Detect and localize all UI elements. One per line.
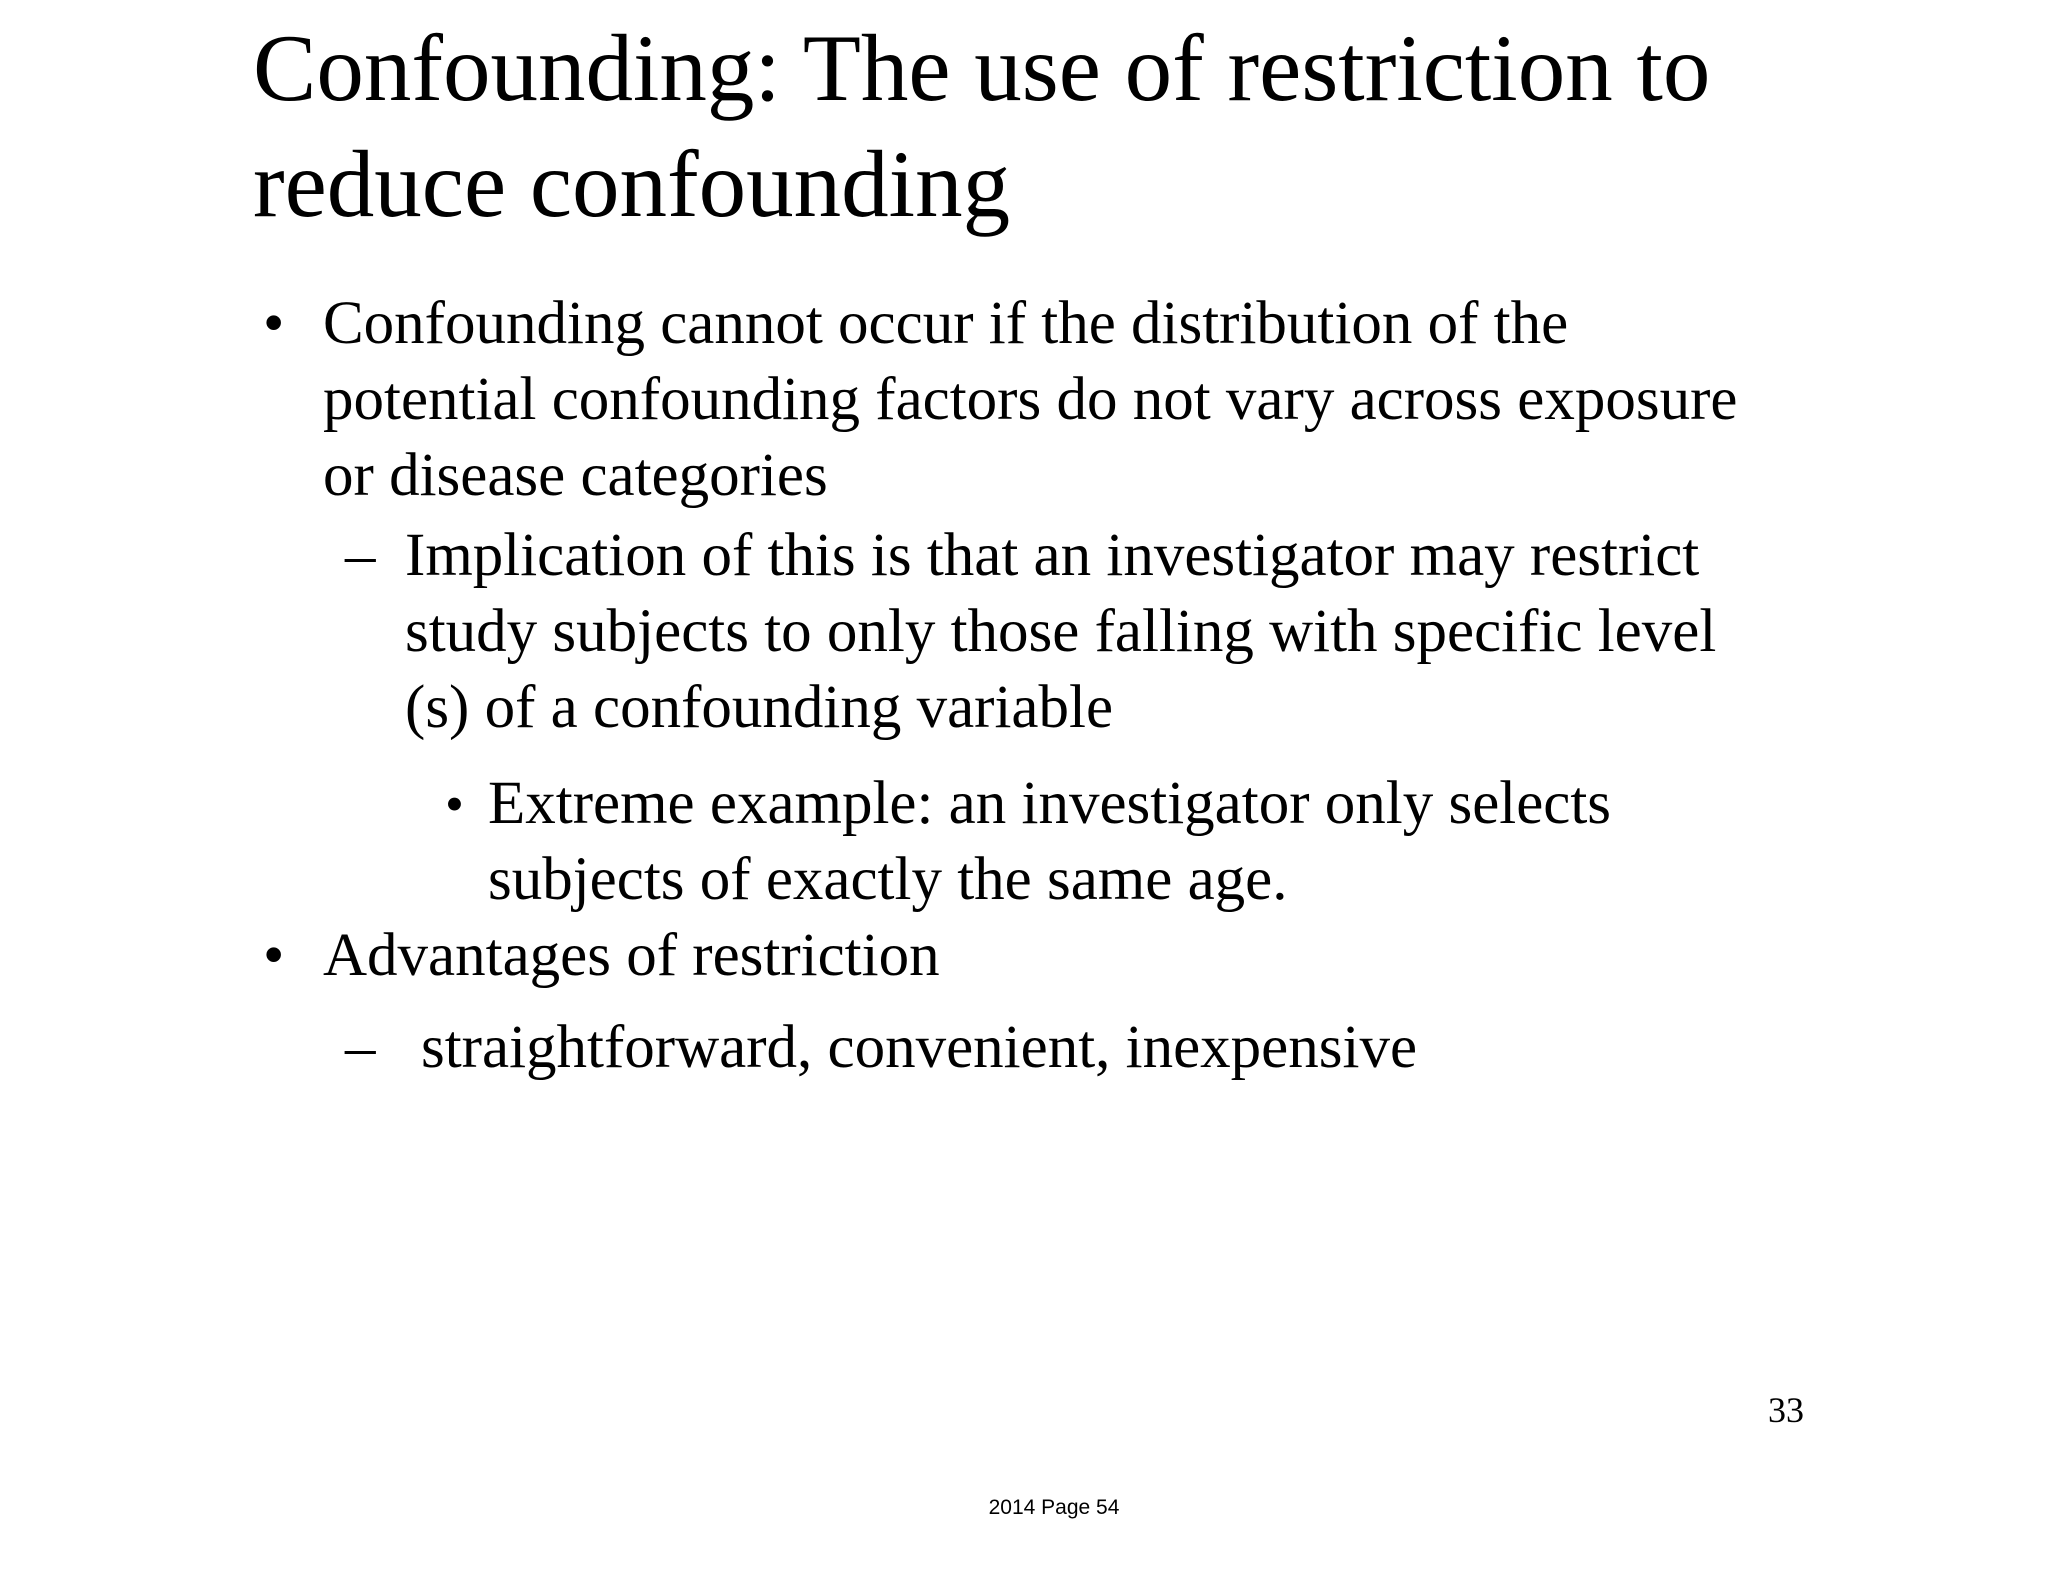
bullet-line: or disease categories [323,442,828,509]
slide-title-line: Confounding: The use of restriction to [253,15,1711,121]
slide-number: 33 [1768,1390,1804,1430]
bullet-marker: • [263,922,285,989]
page-footer: 2014 Page 54 [988,1496,1120,1519]
bullet-item [323,918,940,994]
bullet-marker: • [445,774,464,834]
sub-bullet-item [405,518,1716,746]
bullet-line: Confounding cannot occur if the distribution of the [323,290,1569,357]
sub-sub-bullet-line: Extreme example: an investigator only selects [488,770,1612,837]
bullet-item [323,286,1737,514]
bullet-marker: • [263,290,285,357]
sub-bullet-line: study subjects to only those falling with specific level [405,598,1717,665]
slide-title [253,10,1813,242]
sub-bullet-item [421,1010,1417,1086]
sub-sub-bullet-item [488,766,1611,918]
slide-title-line: reduce confounding [253,131,1011,237]
sub-bullet-line: Implication of this is that an investigator may restrict [405,522,1700,589]
bullet-line: potential confounding factors do not vary across exposure [323,366,1738,433]
dash-marker: – [345,522,376,589]
sub-bullet-line: straightforward, convenient, inexpensive [421,1014,1418,1081]
bullet-line: Advantages of restriction [323,922,940,989]
dash-marker: – [345,1014,376,1081]
sub-bullet-line: (s) of a confounding variable [405,674,1114,741]
sub-sub-bullet-line: subjects of exactly the same age. [488,846,1288,913]
